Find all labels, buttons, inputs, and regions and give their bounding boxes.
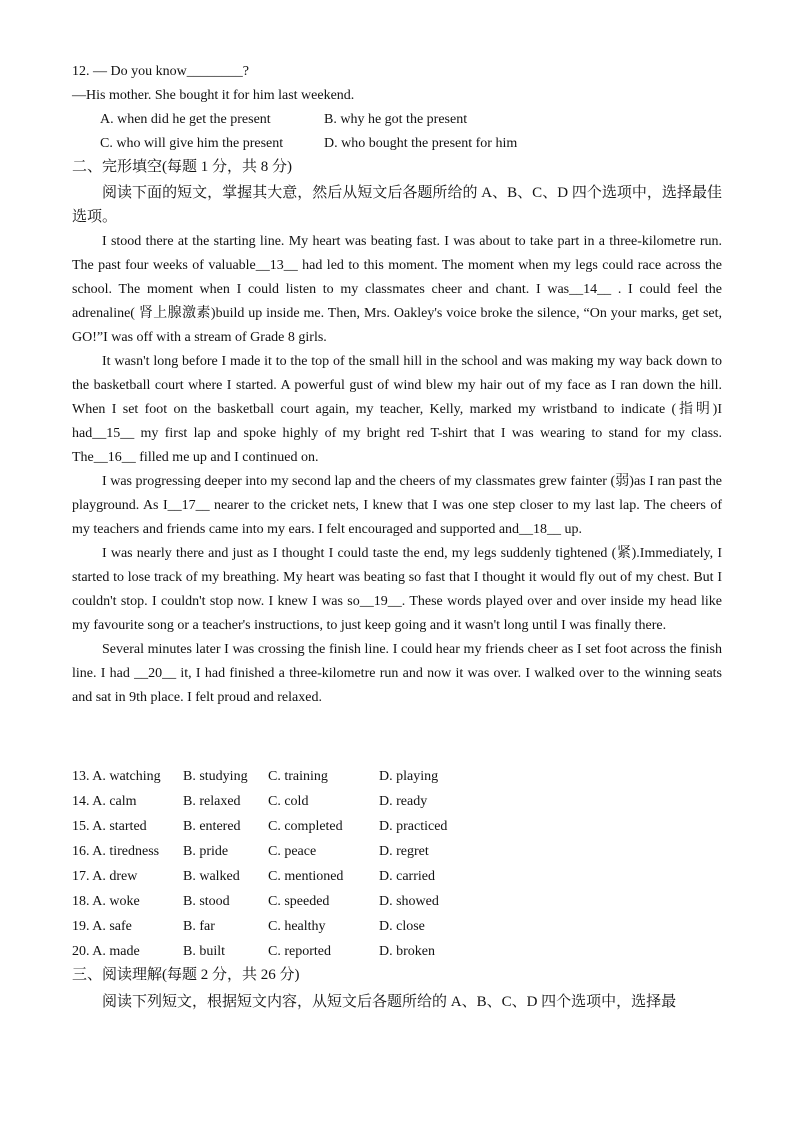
option-b[interactable]: B. why he got the present bbox=[324, 112, 468, 127]
option-16-b[interactable]: B. pride bbox=[183, 844, 229, 859]
option-row-16 bbox=[72, 839, 489, 864]
option-16-a[interactable]: 16. A. tiredness bbox=[72, 844, 160, 859]
option-a[interactable]: A. when did he get the present bbox=[100, 112, 271, 127]
passage-paragraph-4: I was nearly there and just as I thought I could taste the end, my legs suddenly tightened (紧).Immediately, I started to lose track of my breathing. My heart was beating so fast that I thought it would fly out of my chest. But I couldn't stop. I couldn't stop now. I knew I was so__19__. These words played over and over inside my head like my favourite song or a teacher's instructions, to just keep going and it wasn't long until I was finally there. bbox=[72, 546, 722, 633]
option-row-15 bbox=[72, 814, 489, 839]
section-3-instruction: 阅读下列短文，根据短文内容，从短文后各题所给的 A、B、C、D 四个选项中，选择最 bbox=[102, 994, 677, 1010]
option-13-c[interactable]: C. training bbox=[268, 769, 328, 784]
option-16-d[interactable]: D. regret bbox=[379, 844, 429, 859]
option-19-d[interactable]: D. close bbox=[379, 919, 425, 934]
option-20-b[interactable]: B. built bbox=[183, 944, 226, 959]
option-20-a[interactable]: 20. A. made bbox=[72, 944, 140, 959]
option-19-c[interactable]: C. healthy bbox=[268, 919, 326, 934]
option-row-13 bbox=[72, 764, 489, 789]
option-14-c[interactable]: C. cold bbox=[268, 794, 309, 809]
option-row-18 bbox=[72, 889, 489, 914]
question-12-reply: —His mother. She bought it for him last weekend. bbox=[72, 88, 355, 103]
option-row-19 bbox=[72, 914, 489, 939]
passage-paragraph-2: It wasn't long before I made it to the top of the small hill in the school and was making my way back down to the basketball court where I started. A powerful gust of wind blew my hair out of my face as I ran down the hill. When I set foot on the basketball court again, my teacher, Kelly, marked my wristband to indicate (指明)I had__15__ my first lap and spoke highly of my bright red T-shirt that I was wearing to stand for my class. The__16__ filled me up and I continued on. bbox=[72, 354, 722, 465]
cloze-passage bbox=[72, 230, 722, 710]
option-14-b[interactable]: B. relaxed bbox=[183, 794, 241, 809]
option-17-d[interactable]: D. carried bbox=[379, 869, 435, 884]
option-15-a[interactable]: 15. A. started bbox=[72, 819, 147, 834]
question-12 bbox=[72, 60, 517, 156]
option-18-b[interactable]: B. stood bbox=[183, 894, 230, 909]
option-17-b[interactable]: B. walked bbox=[183, 869, 240, 884]
option-15-c[interactable]: C. completed bbox=[268, 819, 343, 834]
option-18-c[interactable]: C. speeded bbox=[268, 894, 330, 909]
option-13-a[interactable]: 13. A. watching bbox=[72, 769, 161, 784]
option-18-d[interactable]: D. showed bbox=[379, 894, 439, 909]
cloze-options bbox=[72, 764, 489, 964]
passage-paragraph-3: I was progressing deeper into my second lap and the cheers of my classmates grew fainter (弱)as I ran past the playground. As I__17__ nearer to the cricket nets, I knew that I was one step closer to my last lap. The cheers of my teachers and friends came into my ears. I felt encouraged and supported and__18__ up. bbox=[72, 474, 722, 537]
option-17-c[interactable]: C. mentioned bbox=[268, 869, 344, 884]
option-15-d[interactable]: D. practiced bbox=[379, 819, 448, 834]
section-2-heading: 二、完形填空(每题 1 分，共 8 分) bbox=[72, 159, 292, 175]
option-16-c[interactable]: C. peace bbox=[268, 844, 317, 859]
passage-paragraph-1: I stood there at the starting line. My heart was beating fast. I was about to take part in a three-kilometre run. The past four weeks of valuable__13__ had led to this moment. The moment when my legs could race across the school. The moment when I could listen to my classmates cheer and chant. I was__14__ . I could feel the adrenaline( 肾上腺激素)build up inside me. Then, Mrs. Oakley's voice broke the silence, “On your marks, get set, GO!”I was off with a stream of Grade 8 girls. bbox=[72, 234, 722, 345]
option-20-c[interactable]: C. reported bbox=[268, 944, 331, 959]
option-13-d[interactable]: D. playing bbox=[379, 769, 439, 784]
option-19-b[interactable]: B. far bbox=[183, 919, 215, 934]
option-row-20 bbox=[72, 939, 489, 964]
option-14-d[interactable]: D. ready bbox=[379, 794, 428, 809]
question-12-options-row-2 bbox=[72, 132, 517, 156]
option-d[interactable]: D. who bought the present for him bbox=[324, 136, 518, 151]
option-row-17 bbox=[72, 864, 489, 889]
passage-paragraph-5: Several minutes later I was crossing the finish line. I could hear my friends cheer as I set foot across the finish line. I had __20__ it, I had finished a three-kilometre run and now it was over. I walked over to the winning seats and sat in 9th place. I felt proud and relaxed. bbox=[72, 642, 722, 705]
option-14-a[interactable]: 14. A. calm bbox=[72, 794, 137, 809]
option-row-14 bbox=[72, 789, 489, 814]
option-15-b[interactable]: B. entered bbox=[183, 819, 241, 834]
option-17-a[interactable]: 17. A. drew bbox=[72, 869, 138, 884]
question-12-options-row-1 bbox=[72, 108, 517, 132]
option-c[interactable]: C. who will give him the present bbox=[100, 136, 284, 151]
option-20-d[interactable]: D. broken bbox=[379, 944, 435, 959]
question-12-stem: 12. — Do you know________? bbox=[72, 64, 249, 79]
option-13-b[interactable]: B. studying bbox=[183, 769, 248, 784]
section-3-heading: 三、阅读理解(每题 2 分，共 26 分) bbox=[72, 967, 300, 983]
option-18-a[interactable]: 18. A. woke bbox=[72, 894, 140, 909]
option-19-a[interactable]: 19. A. safe bbox=[72, 919, 132, 934]
section-2-instruction: 阅读下面的短文，掌握其大意，然后从短文后各题所给的 A、B、C、D 四个选项中，选择最佳选项。 bbox=[72, 185, 722, 225]
